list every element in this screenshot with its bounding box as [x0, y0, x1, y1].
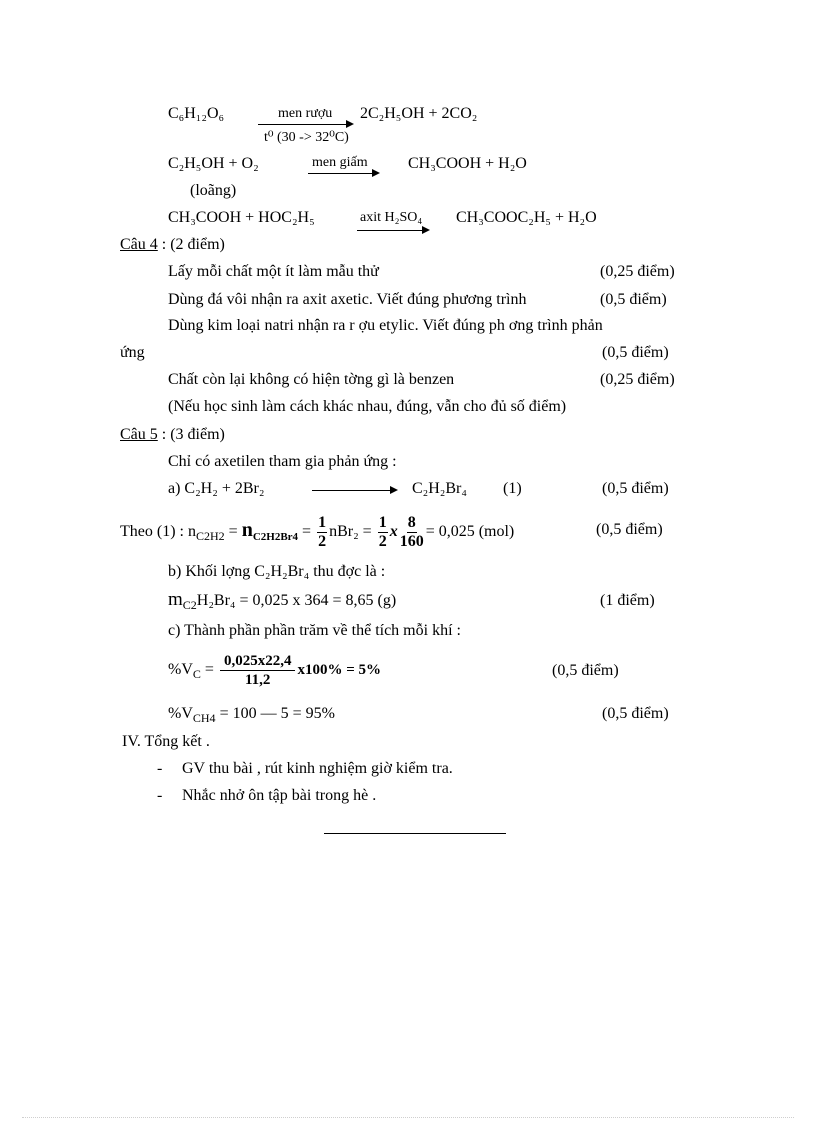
reaction-1-reactant: C₆H₁₂O₆ — [168, 105, 225, 122]
cau5-a-product: C₂H₂Br₄ — [412, 480, 467, 497]
page-bottom-border — [22, 1117, 794, 1118]
reaction-2-note: (loãng) — [190, 182, 237, 199]
cau5-mole-points: (0,5 điểm) — [596, 521, 663, 538]
fraction-denominator: 2 — [318, 532, 327, 550]
fraction-8-over-160 — [400, 514, 424, 551]
cau4-heading — [120, 235, 225, 255]
cau5-a-points: (0,5 điểm) — [602, 480, 669, 497]
cau5-d-calculation — [168, 704, 335, 728]
summary-heading: IV. Tổng kết . — [122, 733, 210, 750]
cau4-line-3-continued: ứng — [120, 344, 145, 361]
fraction-numerator: 1 — [318, 513, 327, 531]
mass-sub: C2 — [182, 598, 197, 613]
reaction-1-arrow-icon — [258, 124, 352, 125]
cau4-points: : (2 điểm) — [157, 236, 225, 253]
fraction-numerator: 8 — [407, 513, 416, 531]
reaction-2-catalyst: men giấm — [312, 155, 368, 170]
cau5-a-reactants: a) C₂H₂ + 2Br₂ — [168, 480, 265, 497]
cau4-line-3: Dùng kim loại natri nhận ra r ợu etylic. Viết đúng ph ơng trình phản — [168, 317, 603, 334]
cau5-heading — [120, 425, 225, 445]
percent-v-sub: C — [192, 667, 201, 682]
fraction-numerator: 1 — [378, 513, 387, 531]
mass-symbol: m — [168, 589, 183, 610]
n-c2h2: n — [187, 523, 196, 540]
cau5-c-points: (0,5 điểm) — [552, 662, 619, 679]
percent-v-ch4: %V — [168, 705, 193, 722]
percent-v-ch4-sub: CH4 — [192, 711, 216, 726]
d-rest: = 100 — 5 = 95% — [215, 705, 335, 722]
cau4-line-2-points: (0,5 điểm) — [600, 291, 667, 308]
summary-bullet-2: - — [157, 787, 163, 804]
eq-2: = — [298, 523, 316, 540]
summary-item-2: Nhắc nhở ôn tập bài trong hè . — [182, 787, 377, 804]
cau5-b-calculation — [168, 590, 396, 615]
cau5-d-points: (0,5 điểm) — [602, 705, 669, 722]
reaction-1-catalyst: men rượu — [278, 106, 333, 121]
mole-result: = 0,025 (mol) — [425, 523, 515, 540]
cau5-b-heading: b) Khối lợng C₂H₂Br₄ thu đợc là : — [168, 563, 386, 580]
n-c2h2br4: n — [241, 519, 253, 541]
reaction-3-product: CH₃COOC₂H₅ + H₂O — [456, 209, 597, 226]
cau5-points: : (3 điểm) — [157, 426, 225, 443]
reaction-2-reactant: C₂H₅OH + O₂ — [168, 155, 259, 172]
c-result: x100% = 5% — [297, 662, 381, 678]
n-c2h2br4-sub: C2H2Br4 — [252, 531, 299, 544]
cau4-line-1-points: (0,25 điểm) — [600, 263, 675, 280]
reaction-2-arrow-icon — [308, 173, 378, 174]
cau5-c-calculation — [168, 645, 381, 699]
c-eq: = — [200, 661, 218, 678]
cau5-b-points: (1 điểm) — [600, 592, 655, 609]
cau4-line-1: Lấy mỗi chất một ít làm mẫu thử — [168, 263, 379, 280]
fraction-denominator: 11,2 — [244, 671, 271, 688]
cau5-a-arrow-icon — [312, 490, 396, 491]
fraction-numerator: 0,025x22,4 — [220, 652, 296, 671]
cau4-line-2: Dùng đá vôi nhận ra axit axetic. Viết đúng phương trình — [168, 291, 527, 308]
cau5-label: Câu 5 — [120, 426, 158, 443]
mass-rest: H₂Br₄ = 0,025 x 364 = 8,65 (g) — [196, 592, 397, 609]
reaction-1-product: 2C₂H₅OH + 2CO₂ — [360, 105, 478, 122]
theo-prefix: Theo (1) : — [120, 523, 188, 540]
n-c2h2-sub: C2H2 — [195, 529, 225, 544]
percent-v: %V — [168, 661, 193, 678]
cau5-mole-equation — [120, 508, 514, 559]
reaction-3-reactant: CH₃COOH + HOC₂H₅ — [168, 209, 315, 226]
fraction-one-half-b — [378, 514, 388, 551]
cau5-intro: Chỉ có axetilen tham gia phản ứng : — [168, 453, 397, 470]
fraction-volume — [220, 652, 296, 689]
n-br2: nBr₂ = — [329, 523, 376, 540]
eq-1: = — [224, 523, 242, 540]
cau5-a-number: (1) — [503, 480, 522, 497]
summary-item-1: GV thu bài , rút kinh nghiệm giờ kiểm tra. — [182, 760, 453, 777]
end-divider — [324, 833, 506, 834]
reaction-1-condition: t⁰ (30 -> 32⁰C) — [264, 130, 349, 145]
multiply-sign: x — [389, 523, 398, 540]
reaction-3-arrow-icon — [357, 230, 428, 231]
cau4-label: Câu 4 — [120, 236, 158, 253]
cau4-line-4: Chất còn lại không có hiện tờng gì là benzen — [168, 371, 455, 388]
cau4-note: (Nếu học sinh làm cách khác nhau, đúng, vẫn cho đủ số điểm) — [168, 398, 567, 415]
cau5-c-heading: c) Thành phần phần trăm về thể tích mỗi khí : — [168, 622, 461, 639]
reaction-2-product: CH₃COOH + H₂O — [408, 155, 527, 172]
reaction-3-catalyst: axit H₂SO₄ — [360, 210, 423, 225]
cau4-line-3-points: (0,5 điểm) — [602, 344, 669, 361]
fraction-denominator: 2 — [378, 532, 387, 550]
summary-bullet-1: - — [157, 760, 163, 777]
fraction-one-half-a — [317, 514, 327, 551]
cau4-line-4-points: (0,25 điểm) — [600, 371, 675, 388]
fraction-denominator: 160 — [399, 532, 424, 550]
